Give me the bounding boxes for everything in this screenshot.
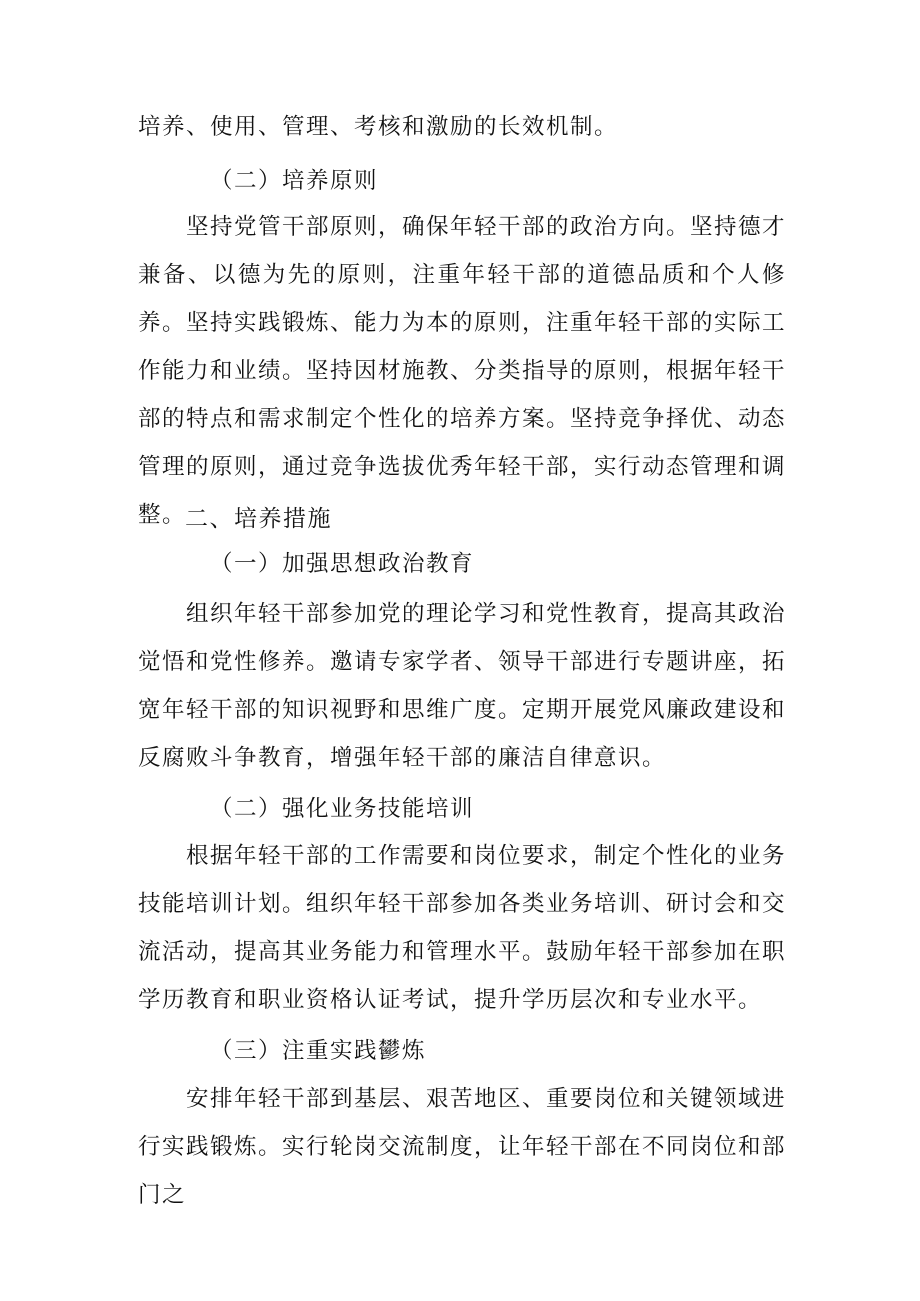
subheading-training-principles: （二）培养原则 [210,168,379,194]
subheading-political-education: （一）加强思想政治教育 [210,551,475,577]
paragraph-continuation: 培养、使用、管理、考核和激励的长效机制。 [138,114,619,140]
paragraph-training-principles: 坚持党管干部原则，确保年轻干部的政治方向。坚持德才兼备、以德为先的原则，注重年轻干部的道德品质和个人修养。坚持实践锻炼、能力为本的原则，注重年轻干部的实际工作能力和业绩。坚持因材施教、分类指导的原则，根据年轻干部的特点和需求制定个性化的培养方案。坚持竞争择优、动态管理的原则，通过竞争选拔优秀年轻干部，实行动态管理和调整。 [138,214,787,528]
section-heading-training-measures: 二、培养措施 [185,506,332,532]
paragraph-political-education: 组织年轻干部参加党的理论学习和党性教育，提高其政治觉悟和党性修养。邀请专家学者、领导干部进行专题讲座，拓宽年轻干部的知识视野和思维广度。定期开展党风廉政建设和反腐败斗争教育，增强年轻干部的廉洁自律意识。 [138,601,787,771]
subheading-practice: （三）注重实践鬰炼 [210,1038,427,1064]
subheading-skills-training: （二）强化业务技能培训 [210,796,475,822]
paragraph-practice: 安排年轻干部到基层、艰苦地区、重要岗位和关键领域进行实践锻炼。实行轮岗交流制度，让年轻干部在不同岗位和部门之 [138,1086,787,1208]
paragraph-skills-training: 根据年轻干部的工作需要和岗位要求，制定个性化的业务技能培训计划。组织年轻干部参加各类业务培训、研讨会和交流活动，提高其业务能力和管理水平。鼓励年轻干部参加在职学历教育和职业资格认证考试，提升学历层次和专业水平。 [138,843,787,1013]
